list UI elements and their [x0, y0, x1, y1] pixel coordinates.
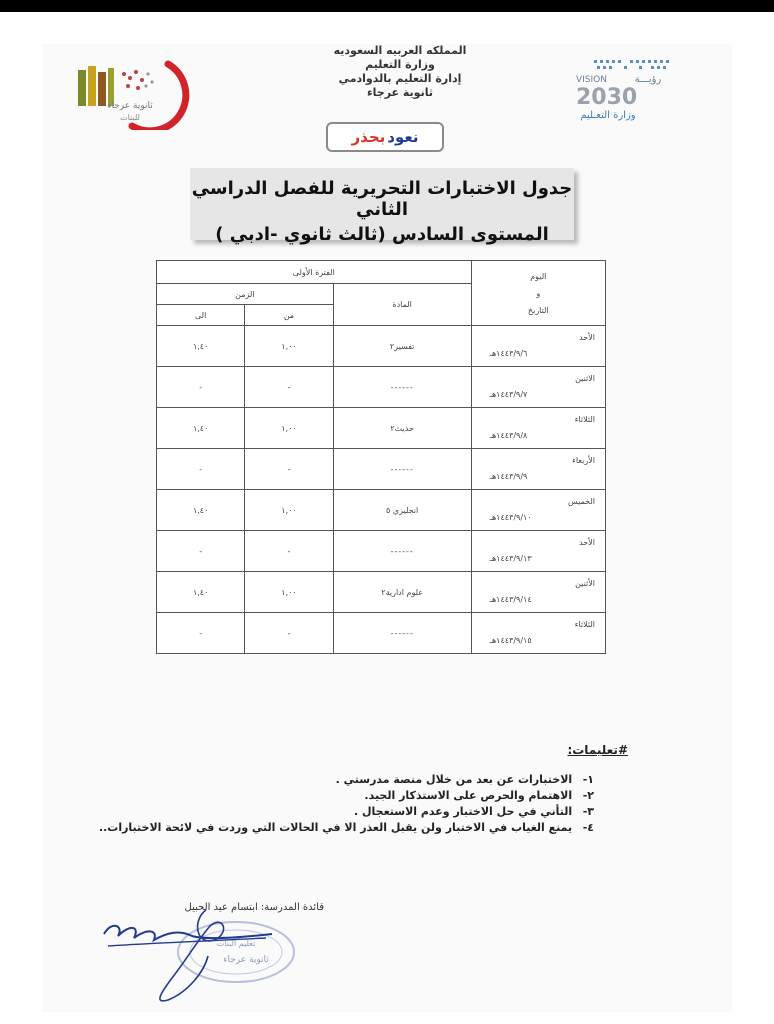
table-row: [157, 367, 606, 408]
to-cell: ١,٤٠: [157, 326, 245, 367]
vision-arabic-label: رؤيـــة: [634, 74, 662, 85]
stamp-and-signature: [96, 900, 326, 1010]
vision-2030-logo: [566, 56, 686, 122]
ministry-name: وزارة التعليم: [365, 58, 435, 71]
top-black-bar: [0, 0, 774, 12]
to-header: الى: [157, 305, 245, 326]
from-cell: -: [245, 367, 333, 408]
day-name: الثلاثاء: [574, 620, 595, 629]
subject-cell: ------: [333, 613, 471, 654]
exam-date: ١٤٤٣/٩/٩هـ: [489, 472, 528, 481]
day-date-cell: [471, 326, 605, 367]
item-text: الاختبارات عن بعد من خلال منصة مدرستي .: [335, 773, 573, 786]
day-name: الأثنين: [575, 579, 595, 588]
day-date-cell: [471, 408, 605, 449]
day-date-cell: [471, 572, 605, 613]
exam-date: ١٤٤٣/٩/١٥هـ: [489, 636, 532, 645]
day-name: الثلاثاء: [574, 415, 595, 424]
kingdom-name: المملكه العربيه السعوديه: [333, 44, 467, 57]
table-row: [157, 449, 606, 490]
day-date-cell: [471, 367, 605, 408]
vision-label: VISION: [576, 75, 607, 85]
day-date-cell: [471, 490, 605, 531]
subject-cell: ------: [333, 367, 471, 408]
list-item: [150, 772, 594, 788]
slogan-word-1: نعود: [387, 128, 419, 146]
day-header-label: اليوم: [530, 271, 547, 281]
item-text: التأني في حل الاختبار وعدم الاستعجال .: [353, 805, 573, 818]
subject-cell: ------: [333, 449, 471, 490]
item-number: ٣-: [582, 805, 594, 818]
slogan-badge: [326, 122, 444, 152]
ministry-logo-label: وزارة التعـليم: [580, 110, 636, 121]
day-date-header: [471, 261, 605, 326]
vision-year: 2030: [576, 85, 638, 110]
day-name: الأحد: [579, 538, 595, 547]
to-cell: -: [157, 367, 245, 408]
to-cell: -: [157, 449, 245, 490]
from-header: من: [245, 305, 333, 326]
day-header-and: و: [536, 288, 541, 298]
table-row: [157, 531, 606, 572]
time-header: الزمن: [157, 284, 334, 305]
from-cell: ١,٠٠: [245, 490, 333, 531]
list-item: [98, 820, 594, 836]
from-cell: ١,٠٠: [245, 572, 333, 613]
to-cell: ١,٤٠: [157, 572, 245, 613]
list-item: [150, 804, 594, 820]
stamp-text-top: تعليم البنات: [216, 939, 256, 948]
table-row: [157, 326, 606, 367]
subject-header: المادة: [333, 284, 471, 326]
to-cell: -: [157, 531, 245, 572]
document-title: [190, 168, 574, 245]
exam-date: ١٤٤٣/٩/١٤هـ: [489, 595, 532, 604]
subject-cell: ------: [333, 531, 471, 572]
stamp-text-main: ثانوية عرجاء: [223, 955, 269, 965]
day-name: الأحد: [579, 333, 595, 342]
signature-stroke: [104, 926, 272, 940]
item-number: ٢-: [582, 789, 594, 802]
day-date-cell: [471, 613, 605, 654]
instructions-title: #تعليمات:: [567, 743, 628, 757]
exam-date: ١٤٤٣/٩/٨هـ: [489, 431, 528, 440]
list-item: [150, 788, 594, 804]
period-header: الفترة الأولى: [157, 261, 472, 284]
subject-cell: تفسير٢: [333, 326, 471, 367]
table-row: [157, 572, 606, 613]
from-cell: ١,٠٠: [245, 408, 333, 449]
school-logo-name: ثانوية عرجاء: [107, 101, 153, 111]
day-name: الأربعاء: [572, 456, 595, 465]
table-row: [157, 408, 606, 449]
exam-date: ١٤٤٣/٩/٧هـ: [489, 390, 528, 399]
to-cell: -: [157, 613, 245, 654]
day-date-cell: [471, 531, 605, 572]
day-name: الخميس: [567, 497, 595, 506]
exam-schedule-table: [156, 260, 606, 654]
exam-date: ١٤٤٣/٩/١٣هـ: [489, 554, 532, 563]
day-name: الاثنين: [575, 374, 595, 383]
exam-date: ١٤٤٣/٩/١٠هـ: [489, 513, 532, 522]
table-row: [157, 613, 606, 654]
subject-cell: انجليزي ٥: [333, 490, 471, 531]
government-header: [330, 44, 470, 100]
to-cell: ١,٤٠: [157, 490, 245, 531]
from-cell: -: [245, 531, 333, 572]
school-stamp: [178, 922, 294, 982]
item-number: ١-: [582, 773, 594, 786]
school-name: ثانوية عرجاء: [367, 86, 433, 99]
from-cell: ١,٠٠: [245, 326, 333, 367]
item-text: الاهتمام والحرص على الاستذكار الجيد.: [364, 789, 573, 802]
day-date-cell: [471, 449, 605, 490]
subject-cell: حديث٢: [333, 408, 471, 449]
subject-cell: علوم ادارية٢: [333, 572, 471, 613]
to-cell: ١,٤٠: [157, 408, 245, 449]
principal-name: قائدة المدرسة: ابتسام عيد الحبيل: [184, 902, 324, 913]
instructions-list: [98, 772, 594, 836]
title-line-2: المستوى السادس (ثالث ثانوي -ادبي ): [215, 224, 549, 245]
slogan-word-2: بحذر: [351, 128, 386, 146]
item-text: يمنع الغياب في الاختبار ولن يقبل العذر الا في الحالات التي وردت في لائحة الاختبارات..: [98, 821, 573, 834]
item-number: ٤-: [582, 821, 594, 834]
exam-date: ١٤٤٣/٩/٦هـ: [489, 349, 528, 358]
school-logo-subtitle: للبنات: [120, 113, 140, 122]
date-header-label: التاريخ: [527, 305, 549, 315]
education-department: إدارة التعليم بالدوادمي: [338, 72, 462, 85]
from-cell: -: [245, 449, 333, 490]
from-cell: -: [245, 613, 333, 654]
title-line-1: جدول الاختبارات التحريرية للفصل الدراسي الثاني: [191, 178, 573, 220]
table-row: [157, 490, 606, 531]
school-logo: [72, 56, 192, 130]
